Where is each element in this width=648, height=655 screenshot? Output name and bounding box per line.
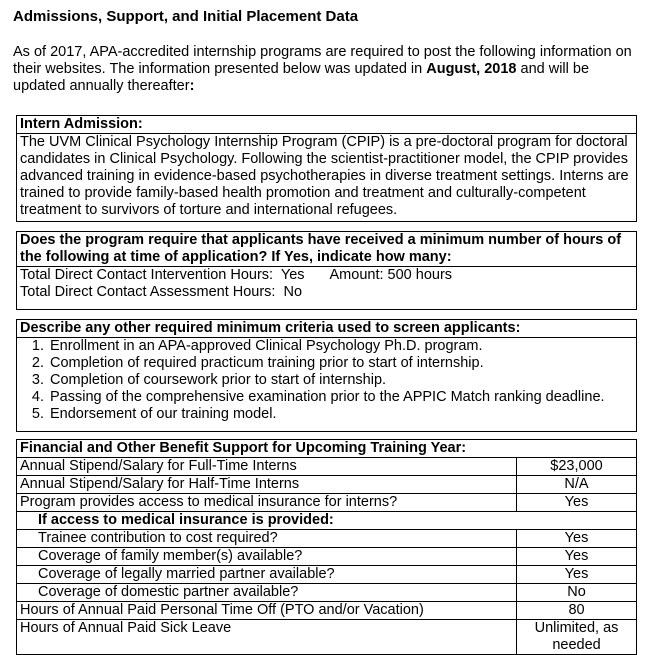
financial-value: $23,000	[517, 458, 637, 476]
insurance-label: Coverage of family member(s) available?	[17, 548, 517, 566]
insurance-value: Yes	[517, 566, 637, 584]
financial-row	[17, 458, 637, 476]
criteria-list-row	[17, 338, 637, 432]
criteria-item: 5. Endorsement of our training model.	[48, 406, 633, 423]
financial-label: Annual Stipend/Salary for Half-Time Interns	[17, 476, 517, 494]
insurance-label: Coverage of legally married partner available?	[17, 566, 517, 584]
intern-admission-text: The UVM Clinical Psychology Internship Program (CPIP) is a pre-doctoral program for doctoral candidates in Clinical Psychology. Following the scientist-practitioner model, the CPIP provides advanced training in evidence-based psychotherapies in diverse treatment settings. Interns are trained to provide family-based health promotion and treatment and culturally-competent treatment to survivors of torture and international refugees.	[17, 134, 637, 222]
financial-label: Hours of Annual Paid Sick Leave	[17, 620, 517, 655]
insurance-value: Yes	[517, 548, 637, 566]
intern-admission-heading-row	[17, 116, 637, 134]
intervention-hours-amount: Amount: 500 hours	[329, 267, 453, 283]
insurance-subheading-row	[17, 512, 637, 530]
insurance-value: No	[517, 584, 637, 602]
insurance-row	[17, 530, 637, 548]
financial-heading-row	[17, 440, 637, 458]
intern-admission-heading: Intern Admission:	[17, 116, 637, 134]
insurance-subheading: If access to medical insurance is provided:	[17, 512, 637, 530]
intern-admission-text-row	[17, 134, 637, 222]
admissions-table	[16, 115, 637, 655]
page-title: Admissions, Support, and Initial Placement Data	[13, 8, 359, 25]
financial-row	[17, 494, 637, 512]
minimum-hours-answers	[17, 267, 637, 310]
spacer-row	[17, 222, 637, 232]
financial-row	[17, 620, 637, 655]
intervention-hours-value: Yes	[280, 267, 305, 283]
financial-row	[17, 476, 637, 494]
financial-heading: Financial and Other Benefit Support for Upcoming Training Year:	[17, 440, 637, 458]
criteria-heading: Describe any other required minimum criteria used to screen applicants:	[17, 320, 637, 338]
minimum-hours-answers-row	[17, 267, 637, 310]
insurance-label: Trainee contribution to cost required?	[17, 530, 517, 548]
criteria-item: 3. Completion of coursework prior to start of internship.	[48, 372, 633, 389]
financial-label: Annual Stipend/Salary for Full-Time Interns	[17, 458, 517, 476]
spacer-row	[17, 432, 637, 440]
assessment-hours-value: No	[283, 284, 303, 300]
spacer	[17, 310, 637, 320]
insurance-row	[17, 584, 637, 602]
intervention-hours-line	[20, 267, 633, 284]
blank-line	[20, 301, 633, 309]
intro-paragraph	[13, 44, 638, 95]
intro-text-part1: As of 2017, APA-accredited internship programs are required to post the following information on their websites. The information presented below was updated in	[13, 44, 632, 77]
criteria-item: 4. Passing of the comprehensive examination prior to the APPIC Match ranking deadline.	[48, 389, 633, 406]
spacer	[17, 432, 637, 440]
criteria-heading-row	[17, 320, 637, 338]
criteria-item: 2. Completion of required practicum training prior to start of internship.	[48, 355, 633, 372]
criteria-item: 1. Enrollment in an APA-approved Clinical Psychology Ph.D. program.	[48, 338, 633, 355]
spacer	[17, 222, 637, 232]
assessment-hours-label: Total Direct Contact Assessment Hours:	[20, 284, 276, 300]
financial-label: Hours of Annual Paid Personal Time Off (PTO and/or Vacation)	[17, 602, 517, 620]
spacer-row	[17, 310, 637, 320]
financial-value: Yes	[517, 494, 637, 512]
criteria-list	[20, 338, 633, 423]
assessment-hours-line	[20, 284, 633, 301]
insurance-value: Yes	[517, 530, 637, 548]
insurance-label: Coverage of domestic partner available?	[17, 584, 517, 602]
intro-update-date: August, 2018	[426, 61, 517, 77]
minimum-hours-question-row	[17, 232, 637, 267]
financial-value: N/A	[517, 476, 637, 494]
insurance-row	[17, 548, 637, 566]
intro-text-part2: and will be updated annually thereafter	[13, 61, 590, 94]
financial-value: 80	[517, 602, 637, 620]
financial-value: Unlimited, as needed	[517, 620, 637, 655]
intervention-hours-label: Total Direct Contact Intervention Hours:	[20, 267, 274, 283]
financial-row	[17, 602, 637, 620]
minimum-hours-question: Does the program require that applicants have received a minimum number of hours of the following at time of application? If Yes, indicate how many:	[17, 232, 637, 267]
insurance-row	[17, 566, 637, 584]
criteria-list-cell	[17, 338, 637, 432]
financial-label: Program provides access to medical insurance for interns?	[17, 494, 517, 512]
intro-colon: :	[189, 78, 195, 94]
